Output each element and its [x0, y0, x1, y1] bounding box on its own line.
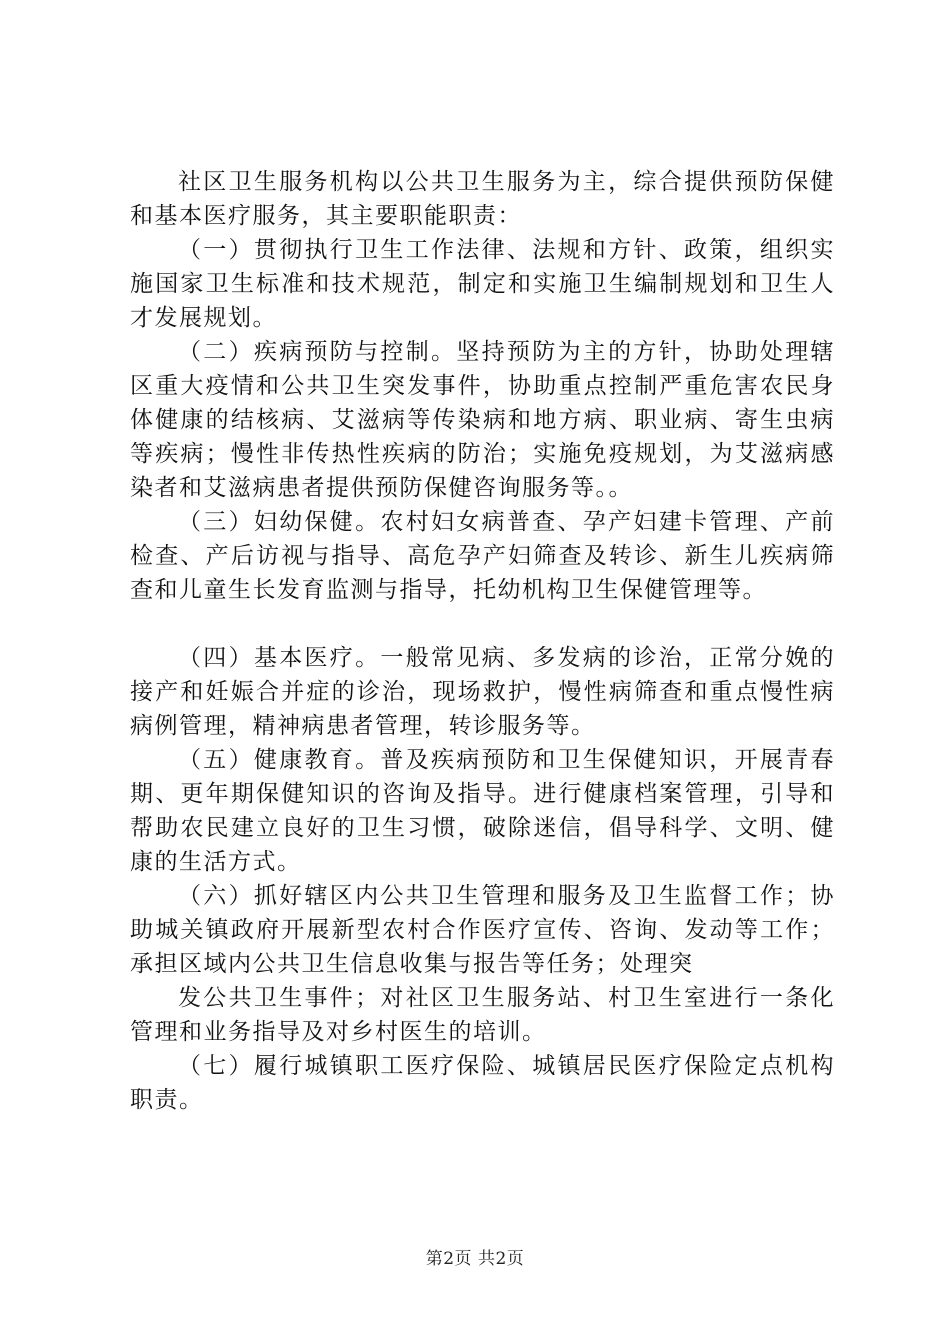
paragraph-item-7: （七）履行城镇职工医疗保险、城镇居民医疗保险定点机构职责。	[130, 1053, 835, 1113]
paragraph-item-4: （四）基本医疗。一般常见病、多发病的诊治，正常分娩的接产和妊娠合并症的诊治，现场救护，慢性病筛查和重点慢性病病例管理，精神病患者管理，转诊服务等。	[130, 645, 835, 739]
paragraph-item-6: （六）抓好辖区内公共卫生管理和服务及卫生监督工作；协助城关镇政府开展新型农村合作医疗宣传、咨询、发动等工作；承担区域内公共卫生信息收集与报告等任务；处理突	[130, 883, 835, 977]
paragraph-item-3: （三）妇幼保健。农村妇女病普查、孕产妇建卡管理、产前检查、产后访视与指导、高危孕产妇筛查及转诊、新生儿疾病筛查和儿童生长发育监测与指导，托幼机构卫生保健管理等。	[130, 509, 835, 603]
paragraph-item-2: （二）疾病预防与控制。坚持预防为主的方针，协助处理辖区重大疫情和公共卫生突发事件，协助重点控制严重危害农民身体健康的结核病、艾滋病等传染病和地方病、职业病、寄生虫病等疾病；慢性非传热性疾病的防治；实施免疫规划，为艾滋病感染者和艾滋病患者提供预防保健咨询服务等。。	[130, 339, 835, 501]
paragraph-item-1: （一）贯彻执行卫生工作法律、法规和方针、政策，组织实施国家卫生标准和技术规范，制定和实施卫生编制规划和卫生人才发展规划。	[130, 237, 835, 331]
document-body	[130, 165, 835, 1117]
page-number-footer: 第2页 共2页	[425, 1249, 525, 1269]
paragraph-item-6-continued: 发公共卫生事件；对社区卫生服务站、村卫生室进行一条化管理和业务指导及对乡村医生的培训。	[130, 985, 835, 1045]
paragraph-intro: 社区卫生服务机构以公共卫生服务为主，综合提供预防保健和基本医疗服务，其主要职能职责：	[130, 169, 835, 229]
paragraph-item-5: （五）健康教育。普及疾病预防和卫生保健知识，开展青春期、更年期保健知识的咨询及指导。进行健康档案管理，引导和帮助农民建立良好的卫生习惯，破除迷信，倡导科学、文明、健康的生活方式。	[130, 747, 835, 875]
